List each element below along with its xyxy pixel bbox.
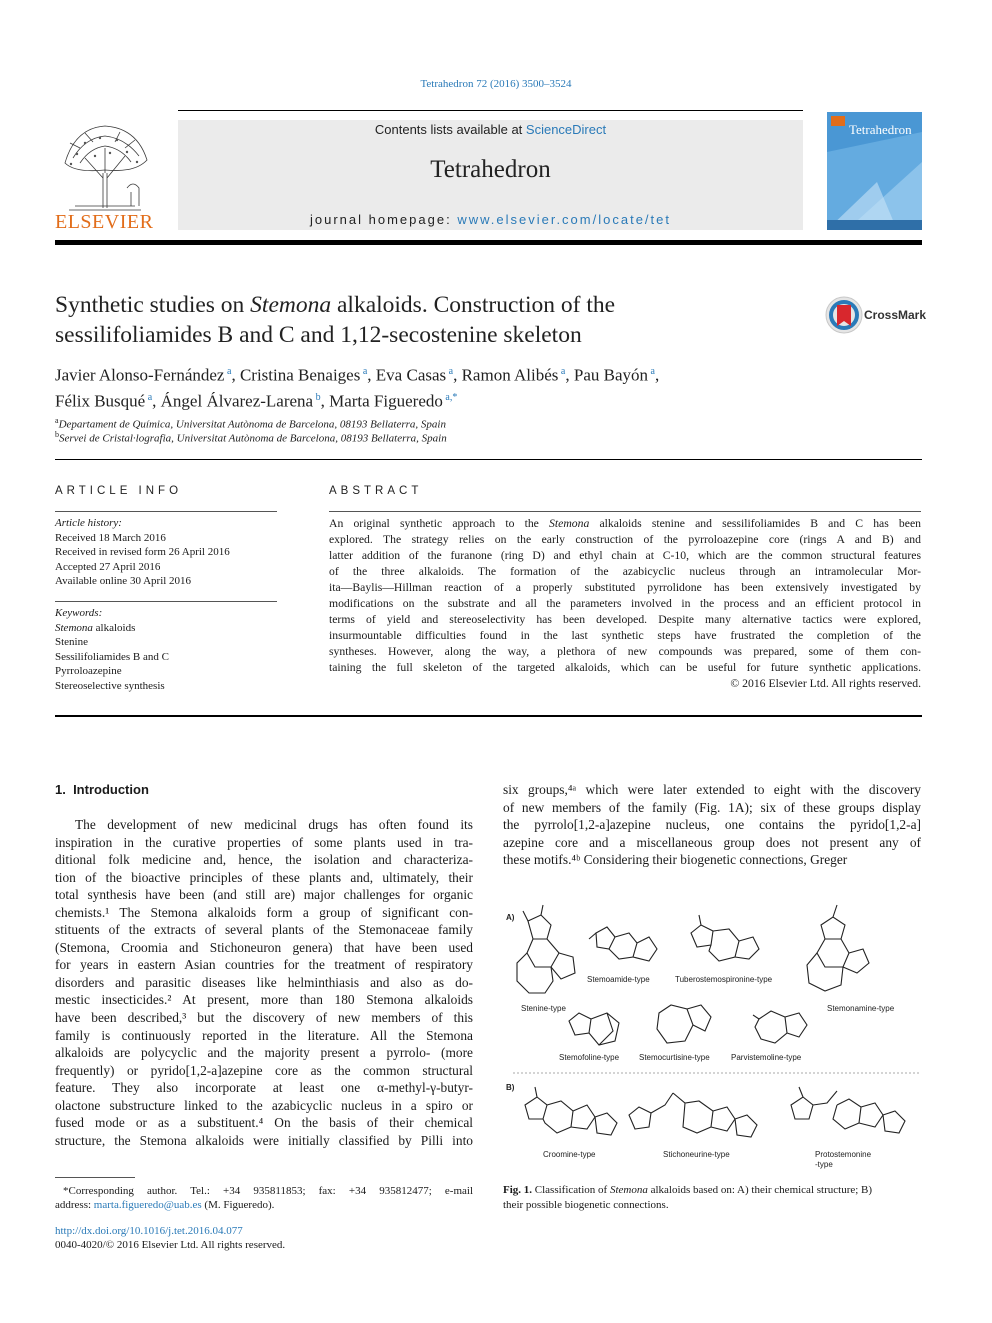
figure-type-label: Stemoamide-type (587, 975, 650, 984)
author-list (55, 361, 915, 412)
figure-type-label: Protostemonine (815, 1150, 872, 1159)
figure-type-label: Tuberostemospironine-type (675, 975, 773, 984)
contents-prefix: Contents lists available at (374, 122, 526, 137)
body-line: The development of new medicinal drugs has often found its (75, 817, 473, 832)
figure-type-label: Stemofoline-type (559, 1053, 620, 1062)
caption-part-2: alkaloids based on: A) their chemical structure; B) (647, 1184, 873, 1196)
doi-link[interactable]: http://dx.doi.org/10.1016/j.tet.2016.04.077 (55, 1225, 243, 1237)
article-info-heading: ARTICLE INFO (55, 485, 183, 497)
elsevier-wordmark: ELSEVIER (55, 211, 154, 233)
body-line: total synthesis have been (and still are) major challenges for organic (55, 887, 473, 903)
figure-type-label: Stemocurtisine-type (639, 1053, 710, 1062)
body-line: ditional folk medicine and, hence, the isolation and characteriza- (55, 852, 473, 868)
affiliation-rule (55, 459, 922, 460)
title-line-2: sessilifoliamides B and C and 1,12-secostenine skeleton (55, 322, 582, 348)
author-name[interactable]: Félix Busqué (55, 391, 146, 411)
intro-right-column (503, 781, 921, 869)
body-line: feature. They also incorporate at least one α-methyl-γ-butyr- (55, 1080, 473, 1096)
author-name[interactable]: Pau Bayón (573, 365, 648, 385)
journal-cover[interactable] (827, 112, 922, 230)
figure-type-label: Stemonamine-type (827, 1004, 895, 1013)
body-line: azepine core and a miscellaneous group does not present any of (503, 834, 921, 850)
body-line: olactone substructure linked to the azabicyclic nucleus in a spiro or (55, 1097, 473, 1113)
keywords-label: Keywords: (55, 607, 103, 619)
crossmark-icon (825, 296, 863, 334)
corresponding-footnote (55, 1184, 473, 1199)
author-separator: , (367, 365, 376, 385)
caption-italic: Stemona (609, 1184, 648, 1196)
abstract-line: ita—Baylis—Hillman reaction of a properly substituted pyrrolidone has been extensively investigated by (329, 581, 921, 594)
abstract-line: taining the full skeleton of the targeted alkaloids, which can be useful for future synthetic applications. (329, 661, 921, 674)
issn-line: 0040-4020/© 2016 Elsevier Ltd. All rights reserved. (55, 1239, 286, 1251)
author-name[interactable]: Eva Casas (375, 365, 447, 385)
author-separator: , (565, 365, 574, 385)
body-line: frequently) or pyrido[1,2-a]azepine core as the common structural (55, 1062, 473, 1078)
keyword-italic: Stemona (55, 621, 93, 634)
figure-type-label: Stichoneurine-type (663, 1150, 730, 1159)
caption-line-2: their possible biogenetic connections. (503, 1198, 669, 1211)
address-prefix: address: (55, 1199, 94, 1211)
abstract-line: insurmountable difficulties found in the last synthetic steps have frustrated the completion of the (329, 629, 921, 642)
author-separator: , (152, 391, 161, 411)
figure-1 (503, 893, 921, 1175)
affiliation-b-text: Servei de Cristal·lografia, Universitat Autònoma de Barcelona, 08193 Bellaterra, Spain (59, 432, 447, 445)
author-affiliation-mark[interactable]: a (648, 366, 655, 377)
body-line: alkaloids are polycyclic and the majority present a pyrrolo- (more (55, 1045, 473, 1061)
figure-type-label: Parvistemoline-type (731, 1053, 802, 1062)
affiliation-a (55, 416, 915, 431)
footnote-rule (55, 1177, 135, 1178)
author-affiliation-mark[interactable]: a (145, 391, 153, 403)
author-name[interactable]: Marta Figueredo (329, 391, 443, 411)
email-footnote (55, 1198, 473, 1213)
figure-type-label: Croomine-type (543, 1150, 596, 1159)
abstract-line: explored. The strategy relies on the early construction of the pyrroloazepine core (rings A and B) and (329, 533, 921, 546)
contents-line (178, 122, 803, 137)
author-name[interactable]: Ángel Álvarez-Larena (160, 391, 314, 411)
affiliation-b (55, 430, 915, 445)
author-name[interactable]: Javier Alonso-Fernández (55, 365, 225, 385)
author-separator: , (320, 391, 330, 411)
corresponding-author-mark[interactable]: * (452, 391, 458, 403)
crossmark-label: CrossMark (864, 308, 927, 322)
body-line: family is continuously reported in the literature. All the Stemona (55, 1027, 473, 1043)
figure-1-caption (503, 1183, 921, 1212)
sciencedirect-link[interactable]: ScienceDirect (525, 122, 607, 137)
body-line: disorders and parasitic diseases like helminthiasis and also as do- (55, 974, 473, 990)
figure-type-label: -type (815, 1160, 833, 1169)
author-email-link[interactable]: marta.figueredo@uab.es (93, 1199, 202, 1211)
caption-part-1: Classification of (532, 1184, 610, 1196)
intro-heading: 1. Introduction (55, 782, 149, 797)
author-separator: , (453, 365, 462, 385)
body-line: inspiration in the curative properties of some plants used in tra- (55, 834, 473, 850)
abstract-lines (329, 532, 921, 676)
article-history (55, 516, 277, 589)
body-line: have been described,³ but the discovery of new members of this (55, 1010, 473, 1026)
corresponding-line: *Corresponding author. Tel.: +34 935811853; fax: +34 935812477; e-mail (63, 1185, 473, 1197)
author-name[interactable]: Cristina Benaiges (239, 365, 361, 385)
journal-name[interactable]: Tetrahedron (430, 156, 551, 183)
caption-label: Fig. 1. (503, 1184, 533, 1196)
address-suffix: (M. Figueredo). (201, 1199, 275, 1211)
keyword-item: Stenine (55, 636, 88, 648)
header-thick-rule (55, 240, 922, 245)
author-separator: , (654, 365, 660, 385)
abstract-line: latter addition of the furanone (ring D) and ethyl chain at C-10, which are the common structural features (329, 549, 921, 562)
affiliation-b-mark: b (55, 430, 59, 439)
author-affiliation-mark[interactable]: a (558, 366, 566, 377)
figure-1-structures (503, 893, 921, 1175)
history-revised: Received in revised form 26 April 2016 (55, 546, 230, 558)
keyword-item: Sessilifoliamides B and C (55, 650, 169, 663)
history-online: Available online 30 April 2016 (55, 575, 192, 587)
homepage-link[interactable]: www.elsevier.com/locate/tet (457, 212, 671, 227)
history-received: Received 18 March 2016 (55, 531, 166, 544)
author-line-2 (55, 387, 915, 413)
body-line: of new members of the family (Fig. 1A); six of these groups display (503, 799, 921, 815)
figure-panel-b-label: B) (506, 1083, 515, 1092)
keywords-block (55, 606, 277, 693)
body-line: the pyrrolo[1,2-a]azepine nucleus, one contains the pyrido[1,2-a] (503, 817, 921, 833)
affiliation-a-mark: a (55, 416, 59, 425)
history-accepted: Accepted 27 April 2016 (55, 560, 161, 573)
figure-type-label: Stenine-type (521, 1004, 566, 1013)
abstract-heading: ABSTRACT (329, 485, 423, 497)
abstract-first-italic: Stemona (549, 517, 590, 530)
author-name[interactable]: Ramon Alibés (461, 365, 559, 385)
abstract-line: terms of yield and stereoselectivity has been developed. Despite many alternative tactics were explored, (329, 613, 921, 626)
elsevier-logo[interactable] (55, 118, 155, 233)
body-line: tion of the bioactive principles of these plants and, ultimately, their (55, 869, 473, 885)
body-line: fused mode or as a substituent.⁴ On the basis of their chemical (55, 1115, 473, 1131)
keyword-item (55, 621, 277, 636)
body-line: mestic insecticides.² At present, more than 180 Stemona alkaloids (55, 992, 473, 1008)
crossmark-badge[interactable] (825, 296, 925, 336)
author-affiliation-mark[interactable]: a (224, 366, 232, 377)
abstract-line (329, 516, 921, 532)
author-line-1 (55, 361, 915, 387)
journal-homepage (178, 212, 803, 227)
abstract-first-a: An original synthetic approach to the (329, 517, 550, 530)
abstract-line: modifications on the substrate and all the parameters involved in the process and an efficient protocol in (329, 597, 921, 610)
keyword-item: Stereoselective synthesis (55, 679, 165, 692)
history-label: Article history: (55, 517, 122, 529)
article-info-rule (55, 511, 277, 512)
cover-title: Tetrahedron (849, 122, 912, 137)
article-title (55, 290, 815, 350)
author-affiliation-mark[interactable]: a (446, 366, 454, 377)
abstract-bottom-rule (55, 715, 922, 717)
title-part-2: alkaloids. Construction of the (331, 292, 616, 318)
homepage-prefix: journal homepage: (310, 212, 458, 227)
author-separator: , (231, 365, 240, 385)
keywords-rule (55, 601, 277, 602)
body-line: chemists.¹ The Stemona alkaloids form a group of significant con- (55, 904, 473, 920)
journal-masthead (178, 120, 803, 230)
abstract-copyright: © 2016 Elsevier Ltd. All rights reserved. (730, 677, 921, 690)
author-affiliation-mark[interactable]: a, (442, 391, 453, 403)
affiliation-a-text: Departament de Química, Universitat Autònoma de Barcelona, 08193 Bellaterra, Spain (58, 418, 446, 431)
abstract-body (329, 516, 921, 692)
body-line: for years in eastern Asian countries for the treatment of respiratory (55, 957, 473, 973)
body-line: stituents of the extracts of several plants of the Stemonaceae family (55, 922, 473, 938)
title-italic: Stemona (250, 292, 332, 318)
author-affiliation-mark[interactable]: b (313, 391, 321, 403)
figure-panel-a-label: A) (506, 913, 515, 922)
body-line: structure, the Stemona alkaloids were initially classified by Pilli into (55, 1132, 473, 1148)
abstract-rule (329, 511, 921, 512)
body-line: six groups,⁴ᵃ which were later extended to eight with the discovery (503, 782, 921, 797)
abstract-line: syntheses. However, along the way, a plethora of new compounds was prepared, some of them con- (329, 645, 921, 658)
elsevier-tree-icon (55, 118, 155, 213)
intro-left-column (55, 816, 473, 1149)
journal-citation[interactable]: Tetrahedron 72 (2016) 3500–3524 (420, 78, 572, 90)
body-line: these motifs.⁴ᵇ Considering their biogenetic connections, Greger (503, 852, 848, 868)
abstract-first-b: alkaloids stenine and sessilifoliamides B and C has been (589, 517, 921, 530)
author-affiliation-mark[interactable]: a (360, 366, 368, 377)
body-line: (Stemona, Croomia and Stichoneuron genera) that have been used (55, 939, 473, 955)
keyword-item: Pyrroloazepine (55, 665, 122, 677)
header-top-rule (178, 110, 803, 111)
keyword-rest: alkaloids (92, 621, 136, 634)
abstract-line: of the three alkaloids. The formation of the azabicyclic nucleus through an intramolecular Mor- (329, 565, 921, 578)
title-part-1: Synthetic studies on (55, 292, 251, 318)
